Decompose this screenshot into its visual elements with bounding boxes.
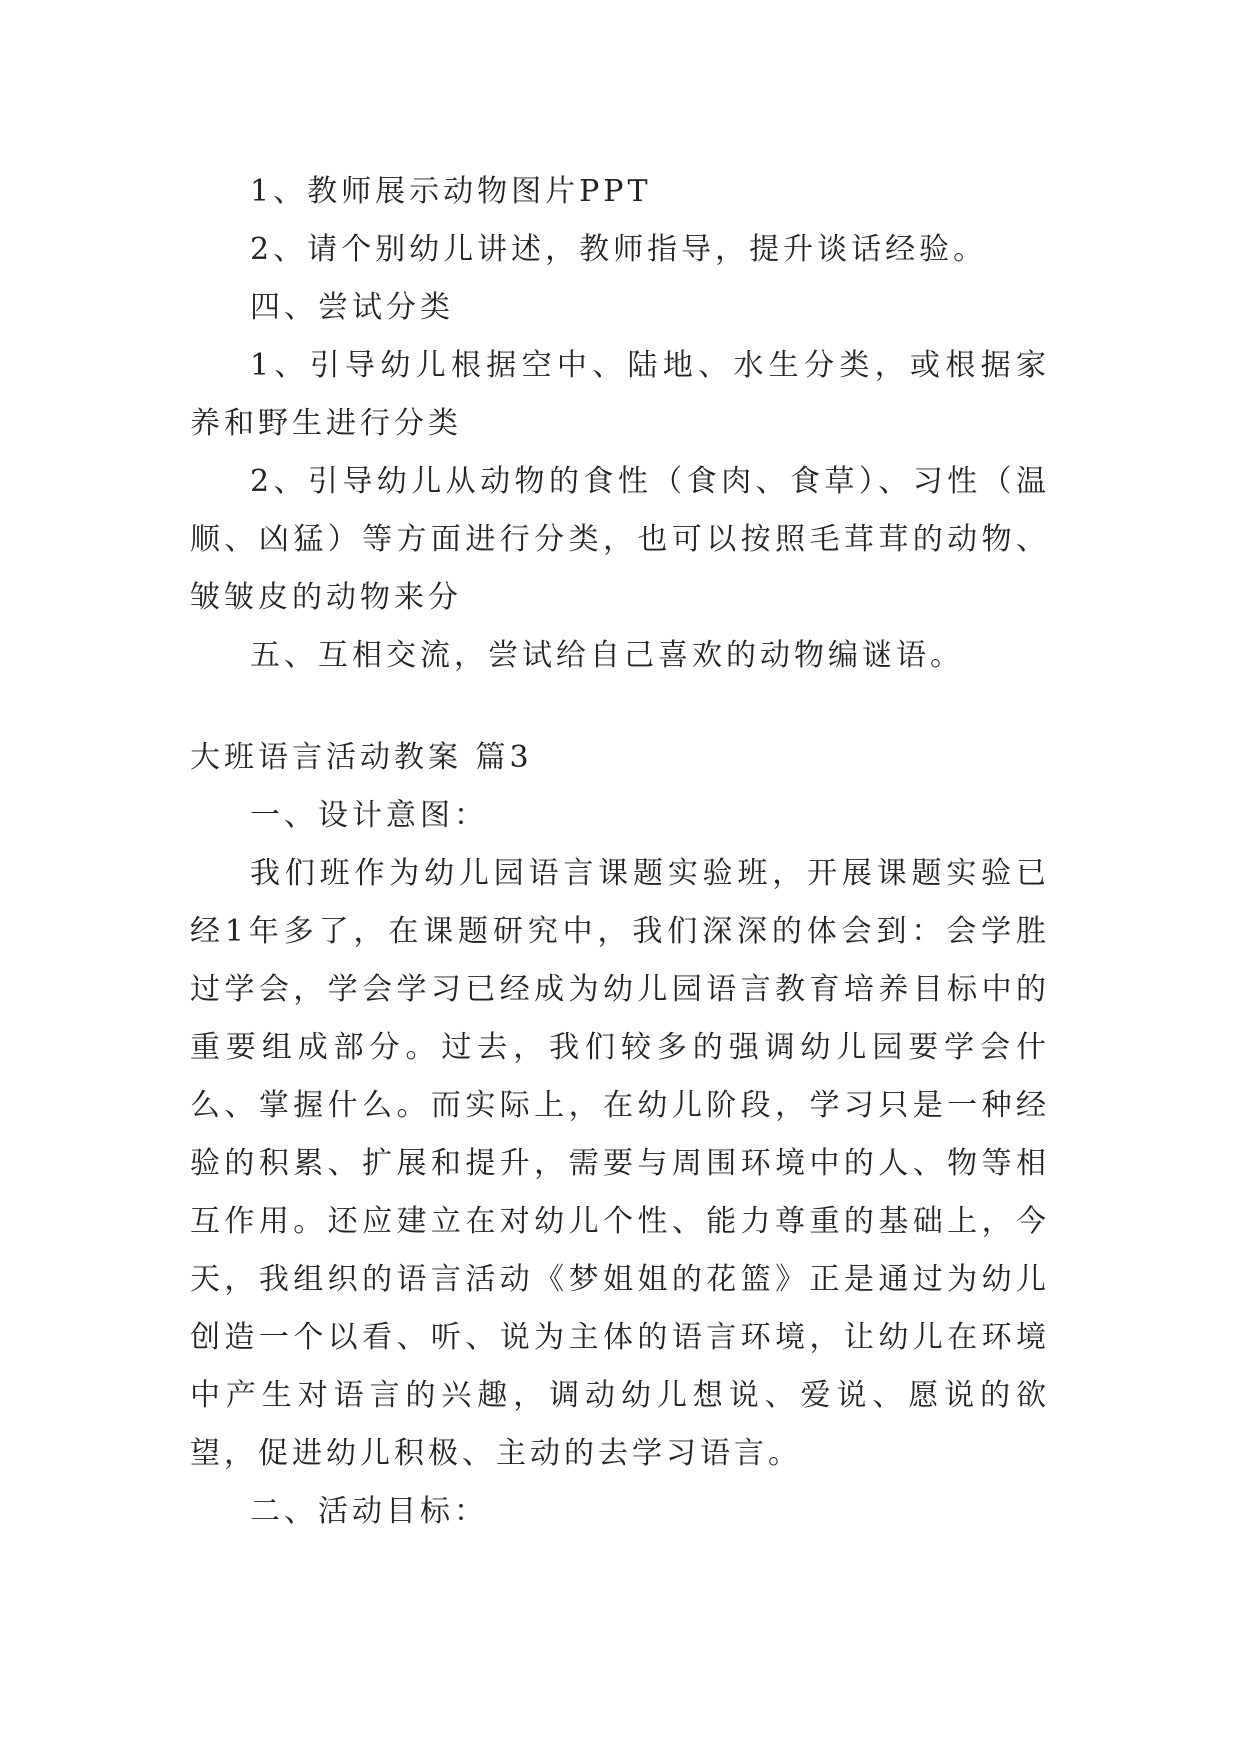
paragraph-activity-goals-title: 二、活动目标： bbox=[250, 1494, 488, 1529]
paragraph-section-five: 五、互相交流，尝试给自己喜欢的动物编谜语。 bbox=[250, 638, 964, 673]
paragraph-step-1: 1、教师展示动物图片PPT bbox=[250, 174, 652, 209]
section-heading: 大班语言活动教案 篇3 bbox=[190, 740, 533, 775]
paragraph-classify-1: 1、引导幼儿根据空中、陆地、水生分类，或根据家养和野生进行分类 bbox=[190, 348, 1050, 441]
paragraph-design-intent-title: 一、设计意图： bbox=[250, 798, 488, 833]
document-body bbox=[190, 163, 1050, 1541]
paragraph-design-intent-body: 我们班作为幼儿园语言课题实验班，开展课题实验已经1年多了，在课题研究中，我们深深的体会到：会学胜过学会，学会学习已经成为幼儿园语言教育培养目标中的重要组成部分。过去，我们较多的强调幼儿园要学会什么、掌握什么。而实际上，在幼儿阶段，学习只是一种经验的积累、扩展和提升，需要与周围环境中的人、物等相互作用。还应建立在对幼儿个性、能力尊重的基础上，今天，我组织的语言活动《梦姐姐的花篮》正是通过为幼儿创造一个以看、听、说为主体的语言环境，让幼儿在环境中产生对语言的兴趣，调动幼儿想说、爱说、愿说的欲望，促进幼儿积极、主动的去学习语言。 bbox=[190, 856, 1050, 1471]
paragraph-classify-2: 2、引导幼儿从动物的食性（食肉、食草）、习性（温顺、凶猛）等方面进行分类，也可以按照毛茸茸的动物、皱皱皮的动物来分 bbox=[190, 464, 1050, 615]
paragraph-step-2: 2、请个别幼儿讲述，教师指导，提升谈话经验。 bbox=[250, 232, 988, 267]
paragraph-section-four: 四、尝试分类 bbox=[250, 290, 454, 325]
